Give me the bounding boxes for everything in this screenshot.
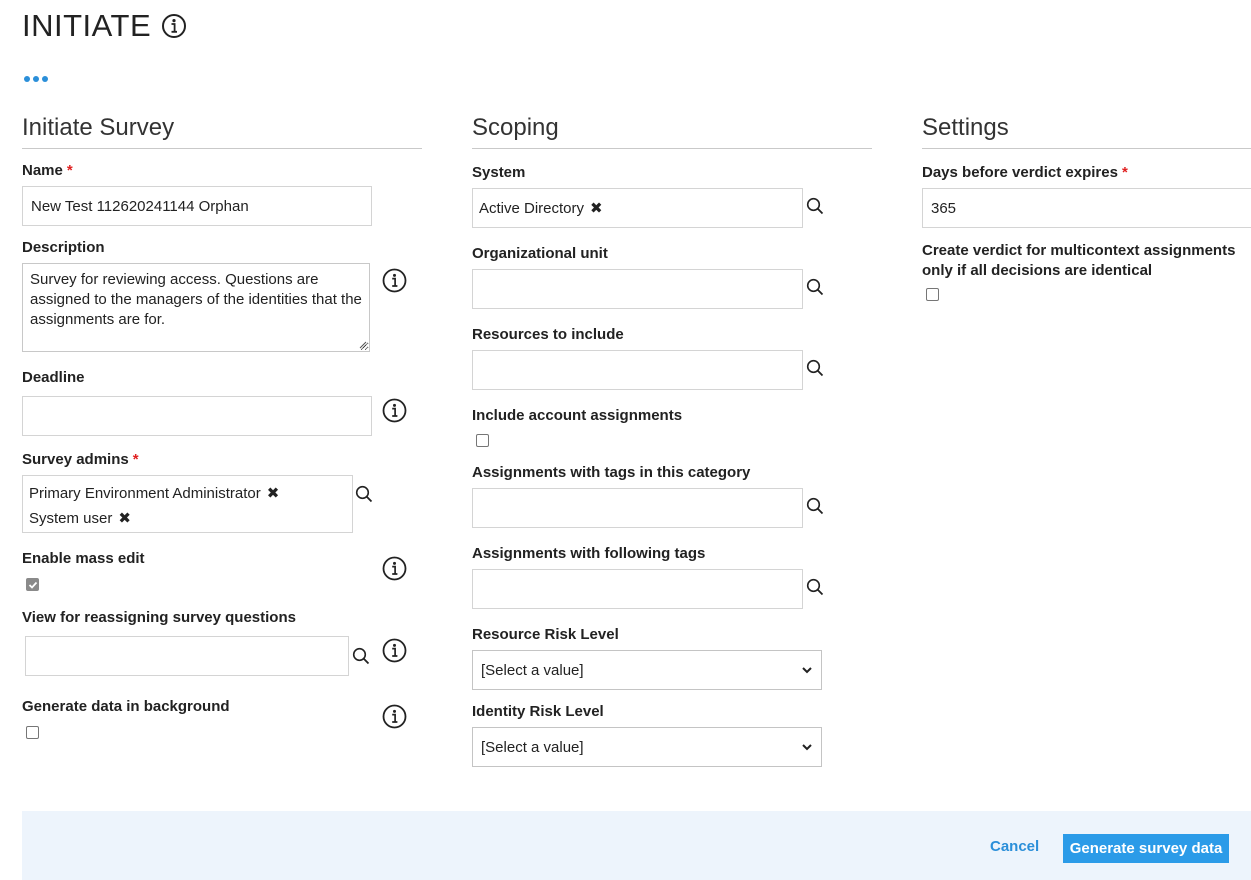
- page-title-text: INITIATE: [22, 8, 152, 43]
- dot: [42, 76, 48, 82]
- search-icon-system[interactable]: [806, 197, 824, 215]
- identity-risk-label: Identity Risk Level: [472, 703, 604, 720]
- resources-input[interactable]: [472, 350, 803, 390]
- admin-chip-label: System user: [29, 509, 113, 527]
- chevron-down-icon: [801, 664, 813, 676]
- search-icon-org-unit[interactable]: [806, 278, 824, 296]
- generate-survey-data-button[interactable]: Generate survey data: [1063, 834, 1229, 863]
- initiate-survey-section: [22, 112, 422, 149]
- required-mark: *: [1121, 164, 1128, 181]
- search-icon-admins[interactable]: [355, 485, 373, 503]
- resource-risk-selected: [Select a value]: [481, 661, 584, 679]
- account-assignments-label: Include account assignments: [472, 407, 683, 424]
- required-mark: *: [66, 162, 73, 179]
- tag-category-label: Assignments with tags in this category: [472, 464, 751, 481]
- page-title: [22, 8, 187, 44]
- tag-category-input[interactable]: [472, 488, 803, 528]
- check-icon: [28, 580, 38, 590]
- org-unit-label: Organizational unit: [472, 245, 608, 262]
- account-assignments-checkbox[interactable]: [476, 434, 489, 447]
- dot: [24, 76, 30, 82]
- info-icon-generate-background[interactable]: [382, 704, 407, 729]
- info-icon[interactable]: [161, 13, 187, 39]
- survey-admins-label: Survey admins *: [22, 451, 139, 468]
- remove-x-icon[interactable]: ✖: [266, 484, 280, 502]
- info-icon-mass-edit[interactable]: [382, 556, 407, 581]
- mass-edit-label: Enable mass edit: [22, 550, 145, 567]
- resource-risk-label: Resource Risk Level: [472, 626, 619, 643]
- resources-label: Resources to include: [472, 326, 624, 343]
- section-title-scoping: Scoping: [472, 112, 872, 149]
- generate-background-checkbox[interactable]: [26, 726, 39, 739]
- view-reassign-input[interactable]: [25, 636, 349, 676]
- search-icon-resources[interactable]: [806, 359, 824, 377]
- resource-risk-select[interactable]: [472, 650, 822, 690]
- name-label: Name *: [22, 162, 73, 179]
- mass-edit-checkbox[interactable]: [26, 578, 39, 591]
- days-expire-label: Days before verdict expires *: [922, 164, 1128, 181]
- multicontext-checkbox[interactable]: [926, 288, 939, 301]
- description-label: Description: [22, 239, 105, 256]
- admin-chip: [29, 507, 131, 529]
- resize-grip-icon[interactable]: [359, 341, 367, 349]
- generate-background-label: Generate data in background: [22, 698, 230, 715]
- section-title-initiate-survey: Initiate Survey: [22, 112, 422, 149]
- org-unit-input[interactable]: [472, 269, 803, 309]
- info-icon-description[interactable]: [382, 268, 407, 293]
- section-title-settings: Settings: [922, 112, 1251, 149]
- description-text: Survey for reviewing access. Questions are assigned to the managers of the identities that the assignments are for.: [30, 271, 362, 328]
- admin-chip-label: Primary Environment Administrator: [29, 484, 261, 502]
- search-icon-tag-category[interactable]: [806, 497, 824, 515]
- system-field[interactable]: [472, 188, 803, 228]
- admin-chip: [29, 482, 279, 504]
- scoping-section: [472, 112, 872, 149]
- survey-admins-field[interactable]: [22, 475, 353, 533]
- remove-x-icon[interactable]: ✖: [590, 199, 603, 217]
- system-chip: [479, 200, 603, 217]
- identity-risk-select[interactable]: [472, 727, 822, 767]
- chevron-down-icon: [801, 741, 813, 753]
- deadline-input[interactable]: [22, 396, 372, 436]
- more-options-icon[interactable]: [24, 72, 48, 86]
- multicontext-label: Create verdict for multicontext assignments only if all decisions are identical: [922, 242, 1236, 279]
- settings-section: [922, 112, 1251, 149]
- following-tags-label: Assignments with following tags: [472, 545, 706, 562]
- remove-x-icon[interactable]: ✖: [118, 509, 131, 527]
- info-icon-deadline[interactable]: [382, 398, 407, 423]
- info-icon-view-reassign[interactable]: [382, 638, 407, 663]
- following-tags-input[interactable]: [472, 569, 803, 609]
- dot: [33, 76, 39, 82]
- identity-risk-selected: [Select a value]: [481, 738, 584, 756]
- cancel-button[interactable]: Cancel: [990, 838, 1040, 855]
- system-label: System: [472, 164, 526, 181]
- view-reassign-label: View for reassigning survey questions: [22, 609, 296, 626]
- deadline-label: Deadline: [22, 369, 85, 386]
- required-mark: *: [132, 451, 139, 468]
- description-textarea[interactable]: [22, 263, 370, 352]
- search-icon-following-tags[interactable]: [806, 578, 824, 596]
- name-input[interactable]: New Test 112620241144 Orphan: [22, 186, 372, 226]
- search-icon-view[interactable]: [352, 647, 370, 665]
- days-expire-input[interactable]: 365: [922, 188, 1251, 228]
- system-chip-label: Active Directory: [479, 199, 585, 217]
